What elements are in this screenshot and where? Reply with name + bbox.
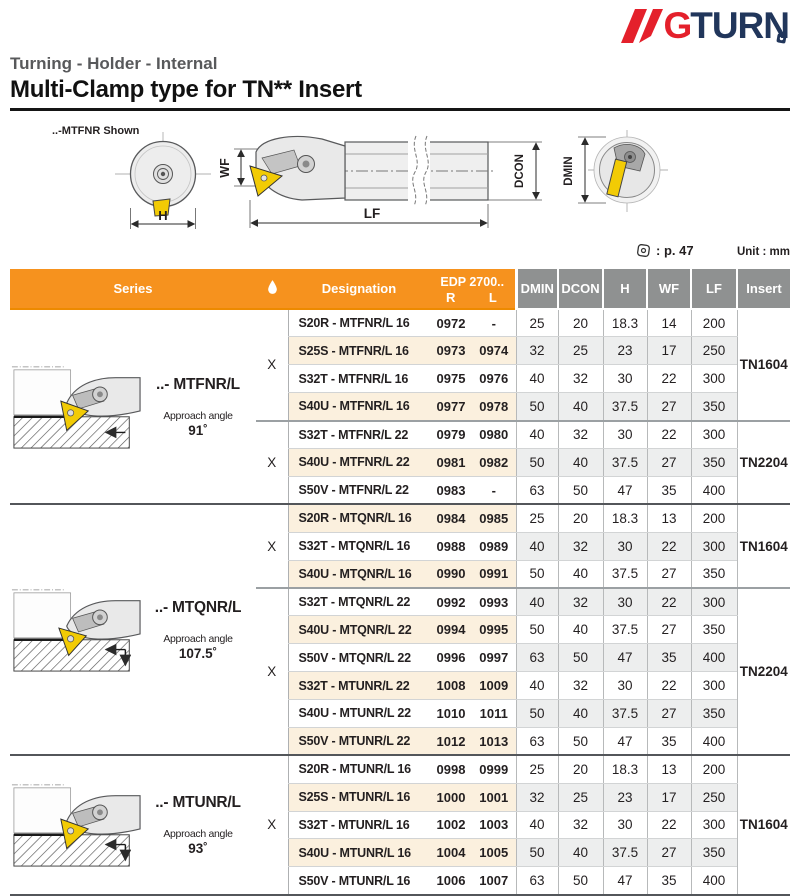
holder-technical-drawing: [10, 116, 790, 240]
designation: S32T - MTQNR/L 22: [288, 588, 430, 616]
h: 30: [603, 588, 647, 616]
edp-l-label: L: [488, 290, 497, 305]
designation: S50V - MTUNR/L 22: [288, 727, 430, 755]
designation: S50V - MTQNR/L 22: [288, 644, 430, 672]
dcon: 32: [558, 811, 603, 839]
designation: S40U - MTFNR/L 22: [288, 448, 430, 476]
lf: 400: [691, 476, 737, 504]
lf: 350: [691, 839, 737, 867]
page-title: Multi-Clamp type for TN** Insert: [10, 76, 362, 103]
dmin: 25: [516, 755, 558, 783]
designation: S25S - MTUNR/L 16: [288, 783, 430, 811]
table-header-row: [10, 269, 790, 309]
coolant-mark: X: [256, 588, 288, 755]
wf: 22: [647, 672, 691, 700]
edp-l: 0997: [472, 644, 516, 672]
edp-r: 0994: [430, 616, 472, 644]
edp-title: EDP 2700..: [440, 275, 505, 289]
wf: 17: [647, 337, 691, 365]
table-row: [10, 504, 790, 532]
edp-r: 1006: [430, 867, 472, 895]
edp-r: 1004: [430, 839, 472, 867]
dmin: 63: [516, 727, 558, 755]
h: 18.3: [603, 504, 647, 532]
h: 37.5: [603, 616, 647, 644]
dcon: 40: [558, 839, 603, 867]
dmin: 40: [516, 421, 558, 449]
edp-r: 1002: [430, 811, 472, 839]
lf: 300: [691, 672, 737, 700]
dmin: 32: [516, 783, 558, 811]
edp-l: 0982: [472, 448, 516, 476]
wf: 22: [647, 588, 691, 616]
series-cell-mtunr: [10, 755, 256, 894]
wf: 27: [647, 393, 691, 421]
dcon: 40: [558, 448, 603, 476]
lf: 300: [691, 365, 737, 393]
dmin: 40: [516, 672, 558, 700]
edp-r-label: R: [445, 290, 456, 305]
series-name: ..- MTFNR/L: [156, 375, 240, 393]
col-header-designation: Designation: [288, 269, 430, 309]
designation: S32T - MTUNR/L 22: [288, 672, 430, 700]
wf: 22: [647, 532, 691, 560]
dim-dmin-label: DMIN: [563, 156, 575, 186]
wf: 22: [647, 365, 691, 393]
h: 47: [603, 727, 647, 755]
h: 30: [603, 672, 647, 700]
edp-l: 1003: [472, 811, 516, 839]
dmin: 40: [516, 811, 558, 839]
designation: S40U - MTUNR/L 22: [288, 699, 430, 727]
dcon: 50: [558, 476, 603, 504]
series-application-image: [10, 361, 142, 453]
insert-shape-icon: [635, 242, 652, 259]
h: 37.5: [603, 839, 647, 867]
table-row: [10, 309, 790, 337]
lf: 350: [691, 616, 737, 644]
lf: 350: [691, 699, 737, 727]
edp-l: 0991: [472, 560, 516, 588]
dmin: 63: [516, 476, 558, 504]
series-application-image: [10, 779, 142, 871]
dmin: 50: [516, 839, 558, 867]
designation: S20R - MTUNR/L 16: [288, 755, 430, 783]
h: 37.5: [603, 699, 647, 727]
designation: S40U - MTQNR/L 22: [288, 616, 430, 644]
dcon: 20: [558, 504, 603, 532]
dcon: 40: [558, 560, 603, 588]
insert-ref: TN2204: [737, 588, 790, 755]
dim-lf-label: LF: [363, 206, 381, 221]
coolant-mark: X: [267, 357, 277, 373]
lf: 250: [691, 337, 737, 365]
designation: S32T - MTQNR/L 16: [288, 532, 430, 560]
lf: 250: [691, 783, 737, 811]
dim-dcon-label: DCON: [514, 154, 526, 188]
edp-r: 0984: [430, 504, 472, 532]
wf: 35: [647, 727, 691, 755]
edp-l: -: [472, 476, 516, 504]
designation: S32T - MTFNR/L 22: [288, 421, 430, 449]
lf: 200: [691, 309, 737, 337]
series-cell-mtfnr: [10, 309, 256, 504]
edp-r: 0979: [430, 421, 472, 449]
wf: 35: [647, 867, 691, 895]
h: 37.5: [603, 393, 647, 421]
dmin: 50: [516, 448, 558, 476]
h: 47: [603, 644, 647, 672]
approach-angle-value: 91˚: [188, 422, 208, 438]
drawing-caption: ..-MTFNR Shown: [52, 125, 140, 137]
edp-l: 1001: [472, 783, 516, 811]
dim-h-label: H: [158, 208, 168, 223]
edp-l: 1007: [472, 867, 516, 895]
dcon: 20: [558, 755, 603, 783]
col-header-h: H: [603, 269, 647, 309]
designation: S20R - MTFNR/L 16: [288, 309, 430, 337]
col-header-edp: [430, 269, 516, 309]
edp-r: 0988: [430, 532, 472, 560]
lf: 350: [691, 448, 737, 476]
edp-r: 0981: [430, 448, 472, 476]
dcon: 32: [558, 365, 603, 393]
wf: 35: [647, 476, 691, 504]
designation: S40U - MTUNR/L 16: [288, 839, 430, 867]
edp-l: 1009: [472, 672, 516, 700]
dcon: 25: [558, 783, 603, 811]
lf: 300: [691, 811, 737, 839]
lf: 200: [691, 755, 737, 783]
dcon: 40: [558, 616, 603, 644]
designation: S40U - MTQNR/L 16: [288, 560, 430, 588]
lf: 300: [691, 532, 737, 560]
dmin: 40: [516, 532, 558, 560]
series-application-image: [10, 584, 142, 676]
dcon: 40: [558, 699, 603, 727]
insert-ref: TN1604: [737, 504, 790, 588]
holder-spec-table: [10, 269, 790, 896]
edp-l: 1005: [472, 839, 516, 867]
coolant-mark: X: [256, 504, 288, 588]
dcon: 40: [558, 393, 603, 421]
h: 30: [603, 421, 647, 449]
dmin: 63: [516, 867, 558, 895]
wf: 35: [647, 644, 691, 672]
coolant-mark: X: [256, 755, 288, 894]
h: 37.5: [603, 560, 647, 588]
col-header-coolant: [256, 269, 288, 309]
wf: 27: [647, 560, 691, 588]
approach-angle-label: Approach angle: [163, 827, 233, 840]
edp-l: -: [472, 309, 516, 337]
series-name: ..- MTUNR/L: [155, 793, 241, 811]
edp-l: 0974: [472, 337, 516, 365]
logo-wordmark: TURN: [690, 5, 789, 46]
wf: 22: [647, 421, 691, 449]
dcon: 32: [558, 672, 603, 700]
dcon: 50: [558, 644, 603, 672]
lf: 400: [691, 727, 737, 755]
coolant-mark: X: [256, 421, 288, 505]
approach-angle-label: Approach angle: [163, 632, 233, 645]
designation: S25S - MTFNR/L 16: [288, 337, 430, 365]
wf: 14: [647, 309, 691, 337]
dmin: 25: [516, 504, 558, 532]
wf: 13: [647, 504, 691, 532]
h: 30: [603, 532, 647, 560]
dcon: 25: [558, 337, 603, 365]
dcon: 50: [558, 867, 603, 895]
lf: 400: [691, 644, 737, 672]
approach-angle-value: 107.5˚: [178, 645, 218, 661]
designation: S40U - MTFNR/L 16: [288, 393, 430, 421]
series-cell-mtqnr: [10, 504, 256, 755]
dmin: 50: [516, 616, 558, 644]
edp-r: 1000: [430, 783, 472, 811]
end-view-drawing: [115, 132, 211, 229]
series-name: ..- MTQNR/L: [154, 598, 242, 616]
insert-ref: TN2204: [737, 421, 790, 505]
lf: 350: [691, 393, 737, 421]
dcon: 32: [558, 588, 603, 616]
edp-l: 0985: [472, 504, 516, 532]
edp-r: 0983: [430, 476, 472, 504]
edp-r: 0973: [430, 337, 472, 365]
edp-r: 0996: [430, 644, 472, 672]
logo-yg-slashes-icon: [619, 8, 663, 44]
unit-note: Unit : mm: [736, 246, 790, 258]
front-view-drawing: [563, 130, 668, 212]
lf: 200: [691, 504, 737, 532]
col-header-dcon: DCON: [558, 269, 603, 309]
breadcrumb: Turning - Holder - Internal: [10, 54, 218, 73]
dcon: 32: [558, 421, 603, 449]
col-header-wf: WF: [647, 269, 691, 309]
dmin: 40: [516, 588, 558, 616]
col-header-dmin: DMIN: [516, 269, 558, 309]
dmin: 25: [516, 309, 558, 337]
edp-r: 1012: [430, 727, 472, 755]
edp-r: 0990: [430, 560, 472, 588]
dcon: 32: [558, 532, 603, 560]
h: 18.3: [603, 755, 647, 783]
dmin: 40: [516, 365, 558, 393]
edp-r: 0998: [430, 755, 472, 783]
edp-l: 1011: [472, 699, 516, 727]
table-row: [10, 755, 790, 783]
side-view-drawing: [218, 136, 542, 228]
dmin: 32: [516, 337, 558, 365]
dim-wf-label: WF: [218, 158, 232, 178]
edp-l: 0980: [472, 421, 516, 449]
insert-ref: TN1604: [737, 755, 790, 894]
dcon: 20: [558, 309, 603, 337]
edp-r: 0977: [430, 393, 472, 421]
edp-l: 0989: [472, 532, 516, 560]
edp-l: 0993: [472, 588, 516, 616]
designation: S50V - MTFNR/L 22: [288, 476, 430, 504]
insert-page-text: : p. 47: [656, 243, 694, 258]
edp-r: 0975: [430, 365, 472, 393]
lf: 300: [691, 421, 737, 449]
col-header-series: Series: [10, 269, 256, 309]
logo-letter-g: G: [663, 5, 691, 46]
h: 47: [603, 867, 647, 895]
dmin: 50: [516, 699, 558, 727]
h: 30: [603, 811, 647, 839]
approach-angle-value: 93˚: [188, 840, 208, 856]
edp-l: 0976: [472, 365, 516, 393]
designation: S32T - MTUNR/L 16: [288, 811, 430, 839]
brand-logo: [619, 4, 788, 44]
h: 18.3: [603, 309, 647, 337]
h: 23: [603, 337, 647, 365]
edp-r: 1008: [430, 672, 472, 700]
col-header-insert: Insert: [737, 269, 790, 309]
wf: 13: [647, 755, 691, 783]
h: 37.5: [603, 448, 647, 476]
h: 30: [603, 365, 647, 393]
lf: 350: [691, 560, 737, 588]
wf: 17: [647, 783, 691, 811]
dmin: 50: [516, 393, 558, 421]
wf: 27: [647, 699, 691, 727]
edp-l: 0995: [472, 616, 516, 644]
coolant-drop-icon: [266, 279, 279, 295]
designation: S32T - MTFNR/L 16: [288, 365, 430, 393]
lf: 400: [691, 867, 737, 895]
designation: S20R - MTQNR/L 16: [288, 504, 430, 532]
col-header-lf: LF: [691, 269, 737, 309]
edp-l: 1013: [472, 727, 516, 755]
designation: S50V - MTUNR/L 16: [288, 867, 430, 895]
edp-l: 0999: [472, 755, 516, 783]
wf: 27: [647, 616, 691, 644]
wf: 27: [647, 839, 691, 867]
approach-angle-label: Approach angle: [163, 409, 233, 422]
dmin: 50: [516, 560, 558, 588]
h: 23: [603, 783, 647, 811]
lf: 300: [691, 588, 737, 616]
dcon: 50: [558, 727, 603, 755]
wf: 22: [647, 811, 691, 839]
edp-l: 0978: [472, 393, 516, 421]
h: 47: [603, 476, 647, 504]
wf: 27: [647, 448, 691, 476]
title-rule: [10, 108, 790, 111]
insert-page-reference: [635, 242, 694, 259]
edp-r: 0972: [430, 309, 472, 337]
dmin: 63: [516, 644, 558, 672]
insert-ref: TN1604: [737, 309, 790, 421]
edp-r: 1010: [430, 699, 472, 727]
edp-r: 0992: [430, 588, 472, 616]
